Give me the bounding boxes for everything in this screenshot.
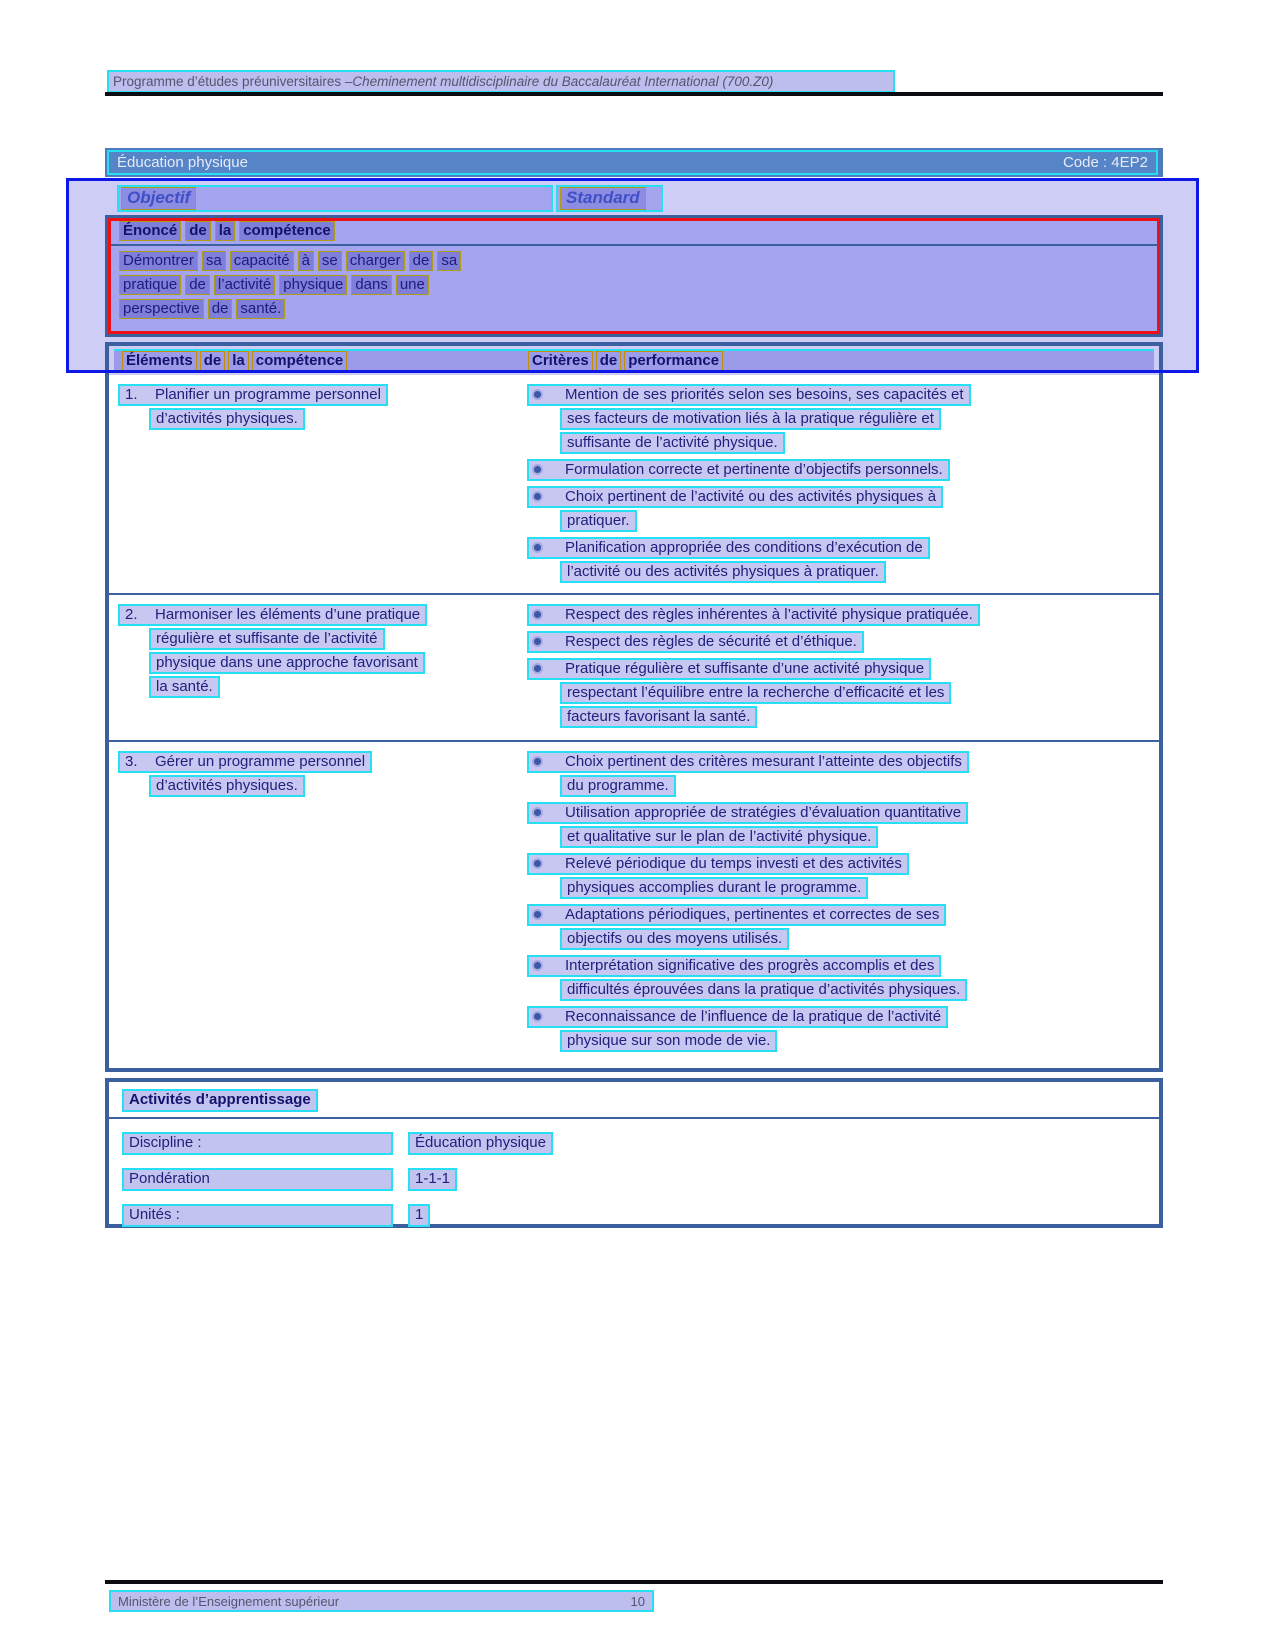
course-code: Code : 4EP2 [1062, 154, 1148, 171]
footer-page-number: 10 [630, 1593, 645, 1609]
criterion-item [527, 384, 1153, 454]
standard-label: Standard [560, 187, 646, 210]
highlighted-word: de [200, 351, 226, 371]
course-title-highlight [107, 150, 1158, 175]
criterion-item [527, 853, 1153, 899]
highlighted-word: de [185, 221, 211, 241]
criteria-cell [527, 604, 1153, 740]
highlighted-word: charger [346, 251, 405, 271]
table-row [109, 375, 1159, 593]
unites-value: 1 [408, 1204, 430, 1227]
highlighted-line: suffisante de l’activité physique. [560, 432, 785, 454]
highlighted-line: difficultés éprouvées dans la pratique d’activités physiques. [560, 979, 967, 1001]
highlighted-word: compétence [252, 351, 348, 371]
objectif-label: Objectif [121, 187, 196, 210]
header-rule [105, 92, 1163, 96]
highlighted-line: d’activités physiques. [149, 775, 305, 797]
highlighted-line: régulière et suffisante de l’activité [149, 628, 385, 650]
item-number: 3. [125, 753, 138, 770]
highlighted-line: Reconnaissance de l’influence de la pratique de l’activité [527, 1006, 948, 1028]
table-header-highlight [114, 349, 1154, 373]
objectif-column-header [117, 185, 553, 212]
criteria-cell [527, 384, 1153, 593]
highlighted-word: perspective [119, 299, 204, 319]
highlighted-word: dans [351, 275, 392, 295]
activites-row [122, 1204, 1159, 1227]
highlighted-word: Démontrer [119, 251, 198, 271]
element-cell [118, 384, 527, 593]
highlighted-word: l’activité [214, 275, 275, 295]
highlighted-line: ses facteurs de motivation liés à la pratique régulière et [560, 408, 941, 430]
highlighted-word: de [208, 299, 233, 319]
criterion-item [527, 658, 1153, 728]
activites-row [122, 1132, 1159, 1155]
highlighted-line: objectifs ou des moyens utilisés. [560, 928, 789, 950]
highlighted-word: à [298, 251, 314, 271]
criterion-item [527, 904, 1153, 950]
standard-column-header [556, 185, 663, 212]
highlighted-word: Éléments [122, 351, 197, 371]
highlighted-word: de [185, 275, 210, 295]
footer-highlight [109, 1590, 654, 1612]
highlighted-line: Adaptations périodiques, pertinentes et correctes de ses [527, 904, 946, 926]
highlighted-word: santé. [236, 299, 285, 319]
discipline-label: Discipline : [122, 1132, 393, 1155]
highlighted-word: de [409, 251, 434, 271]
course-title-bar [105, 148, 1163, 177]
criterion-item [527, 802, 1153, 848]
competence-table [105, 342, 1163, 1072]
course-title: Éducation physique [117, 154, 248, 171]
highlighted-word: Énoncé [119, 221, 181, 241]
highlighted-line: Respect des règles inhérentes à l’activité physique pratiquée. [527, 604, 980, 626]
highlighted-line: physique sur son mode de vie. [560, 1030, 777, 1052]
highlighted-line: et qualitative sur le plan de l’activité physique. [560, 826, 878, 848]
highlighted-line: Relevé périodique du temps investi et des activités [527, 853, 909, 875]
table-row [109, 593, 1159, 740]
highlighted-line: Formulation correcte et pertinente d’objectifs personnels. [527, 459, 950, 481]
highlighted-line: 2. Harmoniser les éléments d’une pratique [118, 604, 427, 626]
highlighted-line: physiques accomplies durant le programme. [560, 877, 868, 899]
highlighted-line: 3. Gérer un programme personnel [118, 751, 372, 773]
activites-apprentissage-box [105, 1078, 1163, 1228]
highlighted-line: l’activité ou des activités physiques à pratiquer. [560, 561, 886, 583]
table-row [109, 740, 1159, 1064]
highlighted-line: Mention de ses priorités selon ses besoins, ses capacités et [527, 384, 971, 406]
page-header-text-italic: Cheminement multidisciplinaire du Baccalauréat International (700.Z0) [352, 74, 774, 89]
criterion-item [527, 631, 1153, 653]
highlighted-word: de [596, 351, 622, 371]
highlighted-line: du programme. [560, 775, 676, 797]
highlighted-word: pratique [119, 275, 181, 295]
criterion-item [527, 459, 1153, 481]
highlighted-word: Critères [528, 351, 593, 371]
ponderation-label: Pondération [122, 1168, 393, 1191]
header-criteres [528, 351, 726, 371]
activites-title-row [109, 1082, 1159, 1119]
highlighted-line: Respect des règles de sécurité et d’éthique. [527, 631, 864, 653]
highlighted-line: physique dans une approche favorisant [149, 652, 425, 674]
criteria-cell [527, 751, 1153, 1064]
criterion-item [527, 537, 1153, 583]
highlighted-line: Pratique régulière et suffisante d’une activité physique [527, 658, 931, 680]
highlighted-line: 1. Planifier un programme personnel [118, 384, 388, 406]
enonce-competence-box [105, 215, 1163, 337]
footer-rule [105, 1580, 1163, 1584]
footer-ministry: Ministère de l’Enseignement supérieur [118, 1593, 340, 1609]
competence-table-header [109, 346, 1159, 375]
highlighted-line: Planification appropriée des conditions d’exécution de [527, 537, 930, 559]
page-header-text: Programme d’études préuniversitaires – [113, 74, 353, 89]
criterion-item [527, 486, 1153, 532]
highlighted-line: la santé. [149, 676, 220, 698]
item-number: 2. [125, 606, 138, 623]
highlighted-line: facteurs favorisant la santé. [560, 706, 757, 728]
page-header-highlight [107, 70, 895, 93]
discipline-value: Éducation physique [408, 1132, 553, 1155]
criterion-item [527, 604, 1153, 626]
highlighted-word: sa [202, 251, 226, 271]
highlighted-word: compétence [239, 221, 335, 241]
highlighted-line: Interprétation significative des progrès accomplis et des [527, 955, 941, 977]
highlighted-word: performance [624, 351, 723, 371]
highlighted-line: Utilisation appropriée de stratégies d’évaluation quantitative [527, 802, 968, 824]
unites-label: Unités : [122, 1204, 393, 1227]
criterion-item [527, 751, 1153, 797]
highlighted-word: une [396, 275, 429, 295]
activites-row [122, 1168, 1159, 1191]
header-elements [122, 351, 528, 371]
highlighted-word: la [228, 351, 249, 371]
highlighted-word: se [318, 251, 342, 271]
element-cell [118, 751, 527, 1064]
highlighted-word: capacité [230, 251, 294, 271]
enonce-red-annotation [108, 218, 1160, 334]
highlighted-word: sa [437, 251, 461, 271]
highlighted-word: physique [279, 275, 347, 295]
element-cell [118, 604, 527, 740]
highlighted-line: pratiquer. [560, 510, 637, 532]
highlighted-line: d’activités physiques. [149, 408, 305, 430]
item-number: 1. [125, 386, 138, 403]
criterion-item [527, 955, 1153, 1001]
highlighted-line: Choix pertinent de l’activité ou des activités physiques à [527, 486, 943, 508]
activites-title: Activités d’apprentissage [122, 1089, 318, 1112]
highlighted-word: la [215, 221, 236, 241]
ponderation-value: 1-1-1 [408, 1168, 457, 1191]
criterion-item [527, 1006, 1153, 1052]
highlighted-line: respectant l’équilibre entre la recherche d’efficacité et les [560, 682, 951, 704]
highlighted-line: Choix pertinent des critères mesurant l’atteinte des objectifs [527, 751, 969, 773]
